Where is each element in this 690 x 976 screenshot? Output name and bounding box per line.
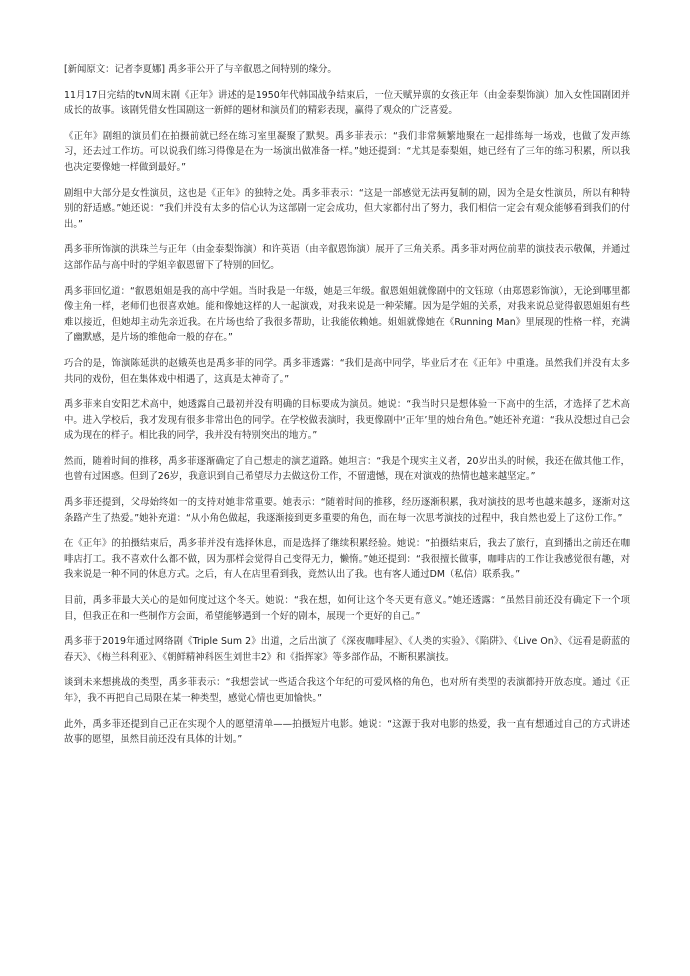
article-paragraph: 目前，禹多菲最大关心的是如何度过这个冬天。她说：“我在想，如何让这个冬天更有意义。”她还透露：“虽然目前还没有确定下一个项目，但我正在和一些制作方会面，希望能够遇到一个好的剧本，展现一个更好的自己。”: [64, 595, 630, 622]
article-byline: [新闻原文：记者李夏娜] 禹多菲公开了与辛叡恩之间特别的缘分。: [64, 64, 337, 75]
article-paragraph: 11月17日完结的tvN周末剧《正年》讲述的是1950年代韩国战争结束后，一位天赋异禀的女孩正年（由金泰梨饰演）加入女性国剧团并成长的故事。该剧凭借女性国剧这一新鲜的题材和演员们的精彩表现，赢得了观众的广泛喜爱。: [64, 89, 630, 117]
article-paragraph: 巧合的是，饰演陈延洪的赵娥英也是禹多菲的同学。禹多菲透露：“我们是高中同学，毕业后才在《正年》中重逢。虽然我们并没有太多共同的戏份，但在集体戏中相遇了，这真是太神奇了。”: [64, 357, 630, 385]
article-paragraph: 此外，禹多菲还提到自己正在实现个人的愿望清单——拍摄短片电影。她说：“这源于我对电影的热爱，我一直有想通过自己的方式讲述故事的愿望，虽然目前还没有具体的计划。”: [64, 718, 630, 746]
article-paragraph: 禹多菲所饰演的洪珠兰与正年（由金泰梨饰演）和许英语（由辛叡恩饰演）展开了三角关系。禹多菲对两位前辈的演技表示敬佩，并通过这部作品与高中时的学姐辛叡恩留下了特别的回忆。: [64, 244, 630, 271]
article-paragraph: 禹多菲还提到，父母始终如一的支持对她非常重要。她表示：“随着时间的推移，经历逐渐积累，我对演技的思考也越来越多，逐渐对这条路产生了热爱。”她补充道：“从小角色做起，我逐渐接到更多重要的角色，而在每一次思考演技的过程中，我自然也爱上了这份工作。”: [64, 497, 630, 524]
article-paragraph: 在《正年》的拍摄结束后，禹多菲并没有选择休息，而是选择了继续积累经验。她说：“拍摄结束后，我去了旅行，直到播出之前还在咖啡店打工。我不喜欢什么都不做，因为那样会觉得自己变得无力，懒惰。”她还提到：“我很擅长做事，咖啡店的工作让我感觉很有趣，对我来说是一种不同的休息方式。之后，有人在店里看到我，竟然认出了我。也有客人通过DM（私信）联系我。”: [64, 538, 630, 581]
article-paragraph: 然而，随着时间的推移，禹多菲逐渐确定了自己想走的演艺道路。她坦言：“我是个现实主义者，20岁出头的时候，我还在做其他工作，也曾有过困惑。但到了26岁，我意识到自己希望尽力去做这份工作，不留遗憾，现在对演戏的热情也越来越坚定。”: [64, 455, 630, 483]
article-body: [64, 62, 630, 758]
article-paragraph: 禹多菲回忆道：“叡恩姐姐是我的高中学姐。当时我是一年级，她是三年级。叡恩姐姐就像剧中的文钰琼（由郑恩彩饰演），无论到哪里都像主角一样，老师们也很喜欢她。能和像她这样的人一起演戏，对我来说是一种荣耀。因为是学姐的关系，对我来说总觉得叡恩姐姐有些难以接近，但她却主动先亲近我。在片场也给了我很多帮助，让我能依赖她。姐姐就像她在《Running Man》里展现的性格一样，充满了幽默感，是片场的维他命一般的存在。”: [64, 285, 630, 344]
article-paragraph: 剧组中大部分是女性演员，这也是《正年》的独特之处。禹多菲表示：“这是一部感觉无法再复制的剧，因为全是女性演员，所以有种特别的舒适感。”她还说：“我们并没有太多的信心认为这部剧一定会成功，但大家都付出了努力，我们相信一定会有观众能够看到我们的付出。”: [64, 187, 630, 230]
article-paragraph: 《正年》剧组的演员们在拍摄前就已经在练习室里凝聚了默契。禹多菲表示：“我们非常频繁地聚在一起排练每一场戏，也做了发声练习，还去过工作坊。可以说我们练习得像是在为一场演出做准备一样。”她还提到：“尤其是泰梨姐，她已经有了三年的练习积累，所以我也决定要像她一样做到最好。”: [64, 130, 630, 173]
article-paragraph: 禹多菲于2019年通过网络剧《Triple Sum 2》出道，之后出演了《深夜咖啡屋》、《人类的实验》、《陷阱》、《Live On》、《远看是蔚蓝的春天》、《梅兰科利亚》、《朝鲜精神科医生刘世丰2》和《指挥家》等多部作品，不断积累演技。: [64, 636, 630, 663]
article-paragraph: 谈到未来想挑战的类型，禹多菲表示：“我想尝试一些适合我这个年纪的可爱风格的角色，也对所有类型的表演都持开放态度。通过《正年》，我不再把自己局限在某一种类型，感觉心情也更加愉快。”: [64, 677, 630, 704]
article-paragraph: 禹多菲来自安阳艺术高中，她透露自己最初并没有明确的目标要成为演员。她说：“我当时只是想体验一下高中的生活，才选择了艺术高中。进入学校后，我才发现有很多非常出色的同学。在学校做表演时，我更像剧中‘正年’里的烛台角色。”她还补充道：“我从没想过自己会成为现在的样子。相比我的同学，我并没有特别突出的地方。”: [64, 399, 630, 442]
